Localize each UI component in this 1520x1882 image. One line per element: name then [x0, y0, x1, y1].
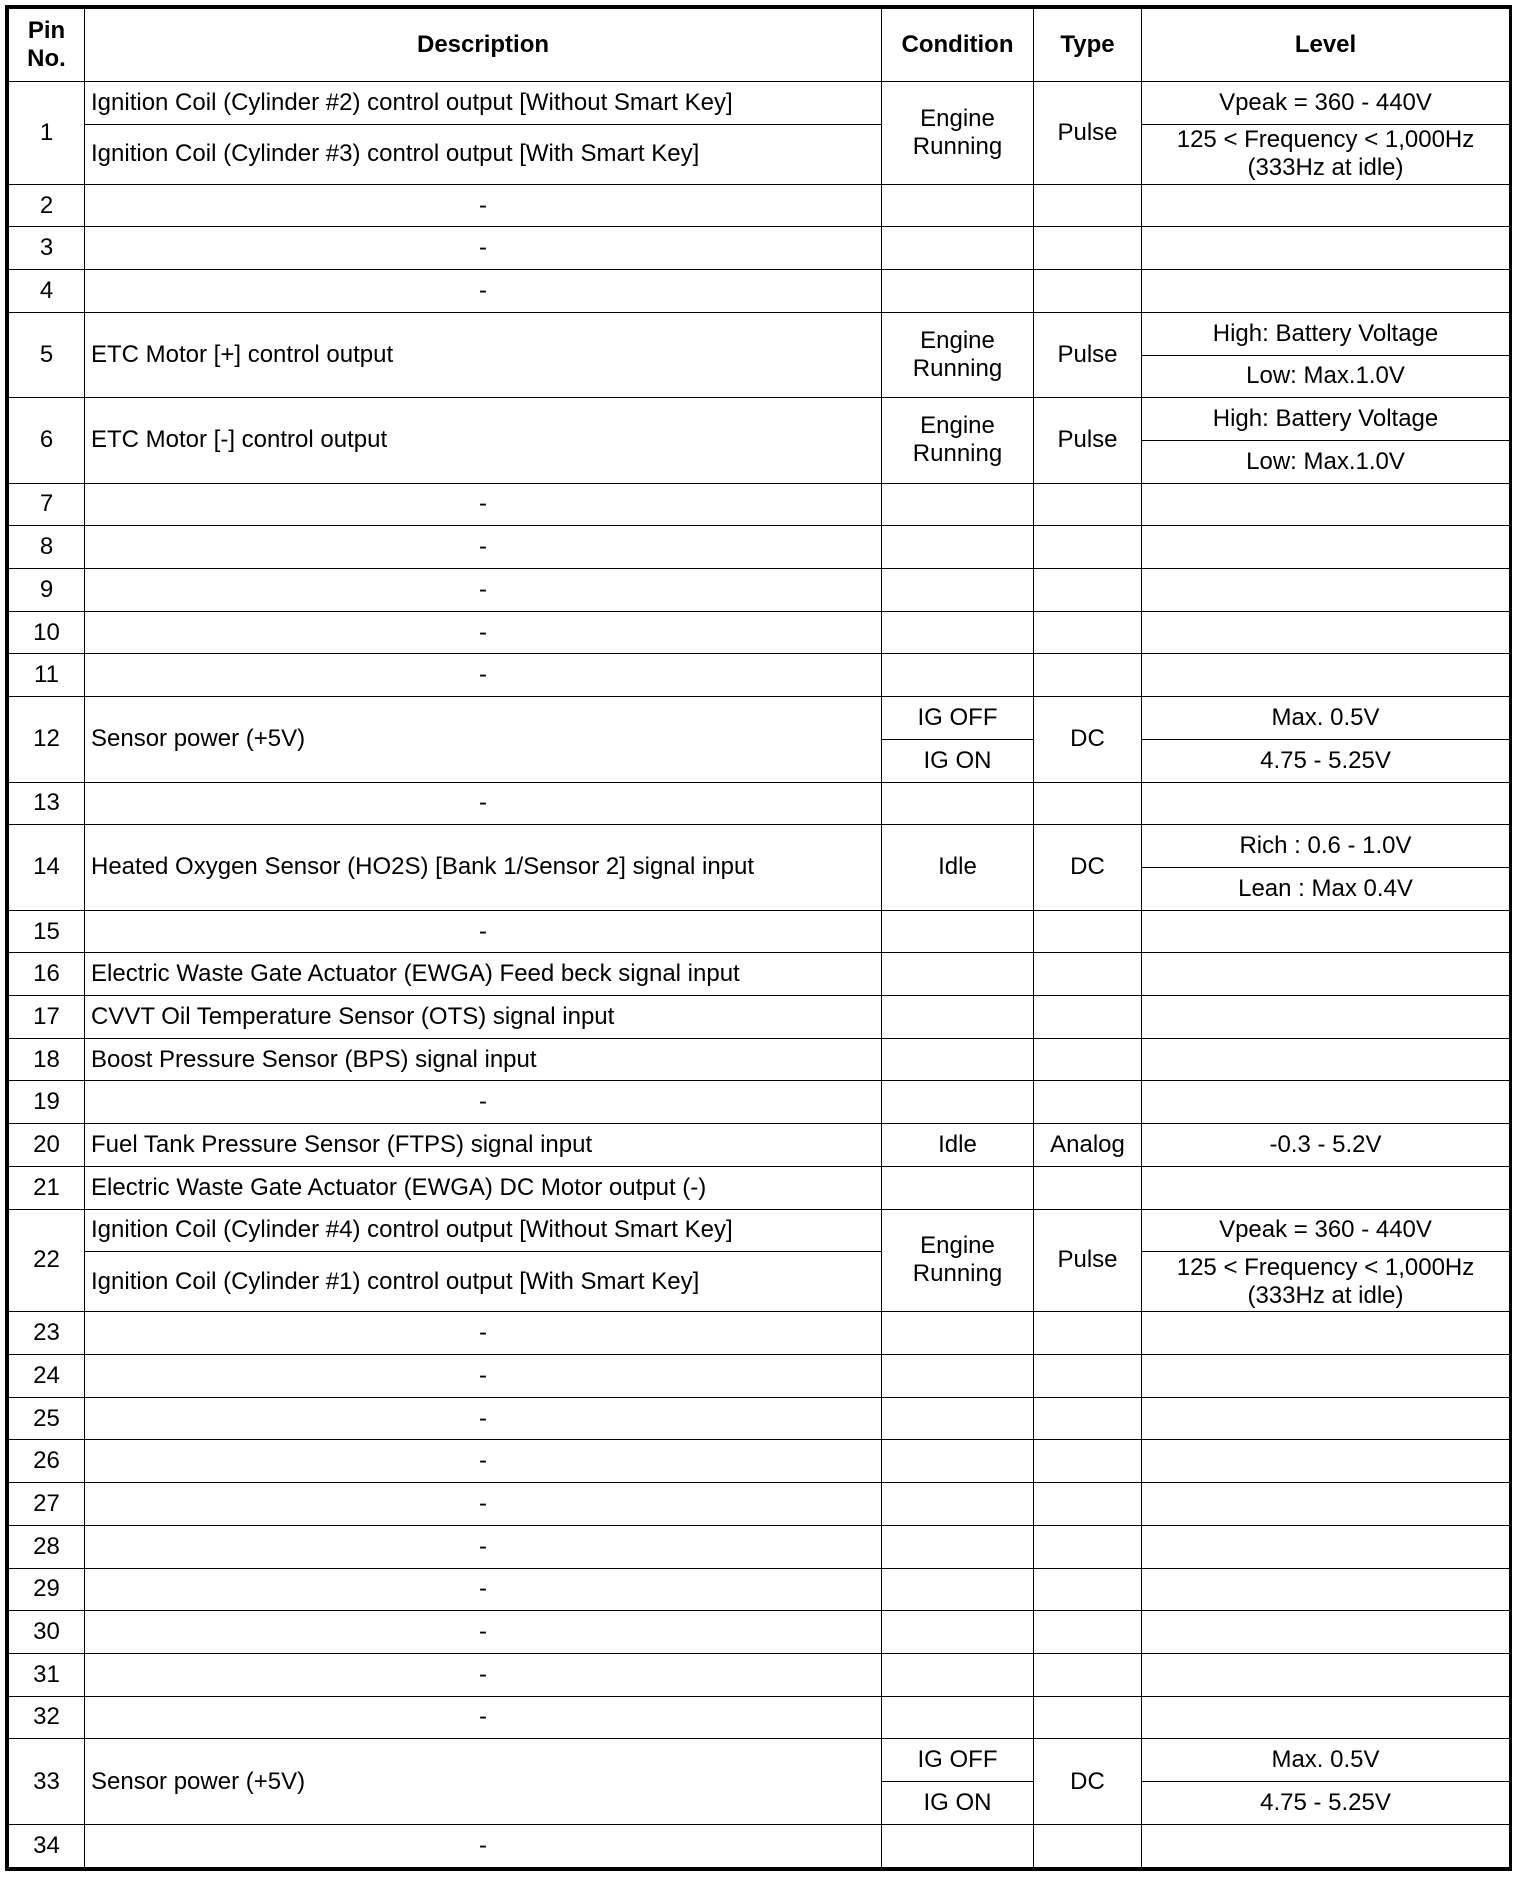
condition-cell [882, 1483, 1034, 1526]
level-cell [1142, 1824, 1510, 1867]
table-row [9, 483, 1510, 526]
condition-cell: IG ON [882, 1782, 1034, 1825]
table-subrow [9, 124, 1510, 184]
level-cell [1142, 910, 1510, 953]
table-row [9, 1525, 1510, 1568]
table-row [9, 398, 1510, 441]
description-cell: Heated Oxygen Sensor (HO2S) [Bank 1/Sensor 2] signal input [85, 825, 882, 910]
type-cell [1034, 611, 1142, 654]
description-cell: - [85, 1312, 882, 1355]
description-cell: Electric Waste Gate Actuator (EWGA) DC Motor output (-) [85, 1166, 882, 1209]
level-cell [1142, 1166, 1510, 1209]
level-cell [1142, 483, 1510, 526]
header-type: Type [1034, 9, 1142, 82]
pin-number: 34 [9, 1824, 85, 1867]
level-cell: Low: Max.1.0V [1142, 355, 1510, 398]
type-cell [1034, 1568, 1142, 1611]
pin-number: 23 [9, 1312, 85, 1355]
level-cell: Max. 0.5V [1142, 1739, 1510, 1782]
table-row [9, 782, 1510, 825]
condition-cell [882, 1440, 1034, 1483]
condition-cell [882, 184, 1034, 227]
level-cell: 4.75 - 5.25V [1142, 739, 1510, 782]
description-cell: ETC Motor [-] control output [85, 398, 882, 483]
type-cell [1034, 1397, 1142, 1440]
level-cell [1142, 1397, 1510, 1440]
header-pin: Pin No. [9, 9, 85, 82]
pin-number: 16 [9, 953, 85, 996]
description-cell: Ignition Coil (Cylinder #1) control output [With Smart Key] [85, 1252, 882, 1312]
table-subrow [9, 1252, 1510, 1312]
condition-cell: Idle [882, 825, 1034, 910]
condition-cell [882, 611, 1034, 654]
type-cell: Pulse [1034, 312, 1142, 397]
table-row [9, 1739, 1510, 1782]
description-cell: - [85, 1354, 882, 1397]
type-cell [1034, 953, 1142, 996]
type-cell [1034, 1696, 1142, 1739]
description-cell: - [85, 1696, 882, 1739]
type-cell [1034, 1483, 1142, 1526]
description-cell: - [85, 1397, 882, 1440]
table-row [9, 611, 1510, 654]
description-cell: - [85, 270, 882, 313]
level-cell: Vpeak = 360 - 440V [1142, 1209, 1510, 1252]
description-cell: - [85, 611, 882, 654]
pin-number: 6 [9, 398, 85, 483]
level-cell: Max. 0.5V [1142, 697, 1510, 740]
pin-number: 25 [9, 1397, 85, 1440]
type-cell [1034, 1611, 1142, 1654]
table-row [9, 569, 1510, 612]
table-row [9, 1696, 1510, 1739]
condition-cell [882, 526, 1034, 569]
description-cell: - [85, 1081, 882, 1124]
table-row [9, 82, 1510, 125]
condition-cell [882, 1653, 1034, 1696]
level-cell: High: Battery Voltage [1142, 312, 1510, 355]
type-cell: Pulse [1034, 1209, 1142, 1312]
table-row [9, 312, 1510, 355]
level-cell [1142, 1312, 1510, 1355]
type-cell [1034, 996, 1142, 1039]
table-body [9, 82, 1510, 1868]
type-cell [1034, 1038, 1142, 1081]
level-cell [1142, 1653, 1510, 1696]
table-row [9, 1568, 1510, 1611]
table-row [9, 270, 1510, 313]
pin-number: 21 [9, 1166, 85, 1209]
pin-number: 24 [9, 1354, 85, 1397]
description-cell: ETC Motor [+] control output [85, 312, 882, 397]
type-cell [1034, 1440, 1142, 1483]
description-cell: Boost Pressure Sensor (BPS) signal input [85, 1038, 882, 1081]
table-row [9, 184, 1510, 227]
description-cell: - [85, 910, 882, 953]
type-cell [1034, 1081, 1142, 1124]
condition-cell [882, 1568, 1034, 1611]
level-cell [1142, 611, 1510, 654]
level-cell [1142, 184, 1510, 227]
type-cell: Pulse [1034, 82, 1142, 185]
condition-cell [882, 953, 1034, 996]
type-cell [1034, 1824, 1142, 1867]
condition-cell [882, 1397, 1034, 1440]
level-cell [1142, 569, 1510, 612]
description-cell: Sensor power (+5V) [85, 1739, 882, 1824]
level-cell [1142, 526, 1510, 569]
level-cell: Low: Max.1.0V [1142, 440, 1510, 483]
level-cell: 4.75 - 5.25V [1142, 1782, 1510, 1825]
condition-cell [882, 1824, 1034, 1867]
level-cell: Rich : 0.6 - 1.0V [1142, 825, 1510, 868]
description-cell: Ignition Coil (Cylinder #3) control output [With Smart Key] [85, 124, 882, 184]
type-cell: Analog [1034, 1124, 1142, 1167]
pin-number: 8 [9, 526, 85, 569]
pin-number: 1 [9, 82, 85, 185]
level-cell [1142, 654, 1510, 697]
condition-cell [882, 996, 1034, 1039]
level-cell: -0.3 - 5.2V [1142, 1124, 1510, 1167]
type-cell: Pulse [1034, 398, 1142, 483]
condition-cell [882, 910, 1034, 953]
type-cell [1034, 483, 1142, 526]
condition-cell: IG ON [882, 739, 1034, 782]
level-cell [1142, 1483, 1510, 1526]
pin-number: 9 [9, 569, 85, 612]
level-cell: High: Battery Voltage [1142, 398, 1510, 441]
condition-cell [882, 1525, 1034, 1568]
description-cell: Ignition Coil (Cylinder #2) control output [Without Smart Key] [85, 82, 882, 125]
condition-cell [882, 1696, 1034, 1739]
pin-number: 14 [9, 825, 85, 910]
type-cell [1034, 569, 1142, 612]
table-row [9, 1209, 1510, 1252]
description-cell: CVVT Oil Temperature Sensor (OTS) signal input [85, 996, 882, 1039]
condition-cell [882, 483, 1034, 526]
type-cell [1034, 654, 1142, 697]
pin-number: 17 [9, 996, 85, 1039]
header-description: Description [85, 9, 882, 82]
condition-cell: Idle [882, 1124, 1034, 1167]
table-row [9, 697, 1510, 740]
condition-cell [882, 270, 1034, 313]
condition-cell: Engine Running [882, 312, 1034, 397]
pin-number: 4 [9, 270, 85, 313]
description-cell: - [85, 184, 882, 227]
pin-number: 28 [9, 1525, 85, 1568]
description-cell: - [85, 1440, 882, 1483]
level-cell [1142, 227, 1510, 270]
pin-number: 18 [9, 1038, 85, 1081]
description-cell: Electric Waste Gate Actuator (EWGA) Feed beck signal input [85, 953, 882, 996]
description-cell: - [85, 483, 882, 526]
level-cell: 125 < Frequency < 1,000Hz (333Hz at idle) [1142, 1252, 1510, 1312]
type-cell: DC [1034, 1739, 1142, 1824]
table-row [9, 1166, 1510, 1209]
condition-cell [882, 1354, 1034, 1397]
level-cell: Lean : Max 0.4V [1142, 867, 1510, 910]
description-cell: - [85, 654, 882, 697]
pin-number: 11 [9, 654, 85, 697]
pin-number: 29 [9, 1568, 85, 1611]
description-cell: - [85, 227, 882, 270]
type-cell [1034, 1354, 1142, 1397]
level-cell: 125 < Frequency < 1,000Hz (333Hz at idle) [1142, 124, 1510, 184]
description-cell: - [85, 1525, 882, 1568]
table-row [9, 825, 1510, 868]
pin-number: 10 [9, 611, 85, 654]
type-cell [1034, 184, 1142, 227]
level-cell [1142, 1440, 1510, 1483]
level-cell [1142, 1038, 1510, 1081]
pin-number: 15 [9, 910, 85, 953]
table-row [9, 526, 1510, 569]
table-row [9, 654, 1510, 697]
pin-number: 20 [9, 1124, 85, 1167]
table-row [9, 1824, 1510, 1867]
description-cell: - [85, 1611, 882, 1654]
level-cell [1142, 1081, 1510, 1124]
description-cell: Fuel Tank Pressure Sensor (FTPS) signal input [85, 1124, 882, 1167]
pin-number: 12 [9, 697, 85, 782]
condition-cell [882, 1081, 1034, 1124]
level-cell [1142, 996, 1510, 1039]
condition-cell [882, 654, 1034, 697]
level-cell [1142, 953, 1510, 996]
description-cell: - [85, 569, 882, 612]
condition-cell: IG OFF [882, 1739, 1034, 1782]
condition-cell: Engine Running [882, 82, 1034, 185]
table-row [9, 1653, 1510, 1696]
level-cell [1142, 1696, 1510, 1739]
level-cell [1142, 1525, 1510, 1568]
pin-number: 22 [9, 1209, 85, 1312]
type-cell [1034, 1525, 1142, 1568]
table-row [9, 1038, 1510, 1081]
type-cell [1034, 270, 1142, 313]
level-cell [1142, 1568, 1510, 1611]
condition-cell: Engine Running [882, 1209, 1034, 1312]
description-cell: - [85, 782, 882, 825]
condition-cell [882, 1166, 1034, 1209]
type-cell [1034, 227, 1142, 270]
pin-number: 19 [9, 1081, 85, 1124]
pin-table [8, 8, 1510, 1868]
table-row [9, 910, 1510, 953]
table-row [9, 1124, 1510, 1167]
pin-number: 3 [9, 227, 85, 270]
condition-cell [882, 227, 1034, 270]
type-cell [1034, 1312, 1142, 1355]
header-level: Level [1142, 9, 1510, 82]
description-cell: - [85, 1483, 882, 1526]
type-cell [1034, 782, 1142, 825]
table-row [9, 996, 1510, 1039]
pin-number: 32 [9, 1696, 85, 1739]
description-cell: - [85, 1568, 882, 1611]
pin-number: 5 [9, 312, 85, 397]
description-cell: Sensor power (+5V) [85, 697, 882, 782]
level-cell [1142, 1354, 1510, 1397]
type-cell [1034, 1166, 1142, 1209]
type-cell: DC [1034, 697, 1142, 782]
type-cell [1034, 910, 1142, 953]
table-row [9, 1483, 1510, 1526]
pin-number: 26 [9, 1440, 85, 1483]
description-cell: Ignition Coil (Cylinder #4) control output [Without Smart Key] [85, 1209, 882, 1252]
pin-number: 13 [9, 782, 85, 825]
pin-table-sheet [5, 5, 1512, 1871]
type-cell [1034, 1653, 1142, 1696]
pin-number: 33 [9, 1739, 85, 1824]
level-cell: Vpeak = 360 - 440V [1142, 82, 1510, 125]
condition-cell [882, 1038, 1034, 1081]
table-row [9, 227, 1510, 270]
table-row [9, 1354, 1510, 1397]
condition-cell: IG OFF [882, 697, 1034, 740]
table-row [9, 1312, 1510, 1355]
condition-cell [882, 1611, 1034, 1654]
header-condition: Condition [882, 9, 1034, 82]
level-cell [1142, 270, 1510, 313]
condition-cell [882, 782, 1034, 825]
pin-number: 7 [9, 483, 85, 526]
pin-number: 27 [9, 1483, 85, 1526]
level-cell [1142, 1611, 1510, 1654]
table-row [9, 1611, 1510, 1654]
description-cell: - [85, 1653, 882, 1696]
pin-number: 30 [9, 1611, 85, 1654]
table-row [9, 1397, 1510, 1440]
level-cell [1142, 782, 1510, 825]
pin-number: 31 [9, 1653, 85, 1696]
table-row [9, 953, 1510, 996]
table-row [9, 1081, 1510, 1124]
type-cell: DC [1034, 825, 1142, 910]
type-cell [1034, 526, 1142, 569]
table-row [9, 1440, 1510, 1483]
condition-cell: Engine Running [882, 398, 1034, 483]
condition-cell [882, 569, 1034, 612]
header-row [9, 9, 1510, 82]
description-cell: - [85, 526, 882, 569]
pin-number: 2 [9, 184, 85, 227]
condition-cell [882, 1312, 1034, 1355]
description-cell: - [85, 1824, 882, 1867]
